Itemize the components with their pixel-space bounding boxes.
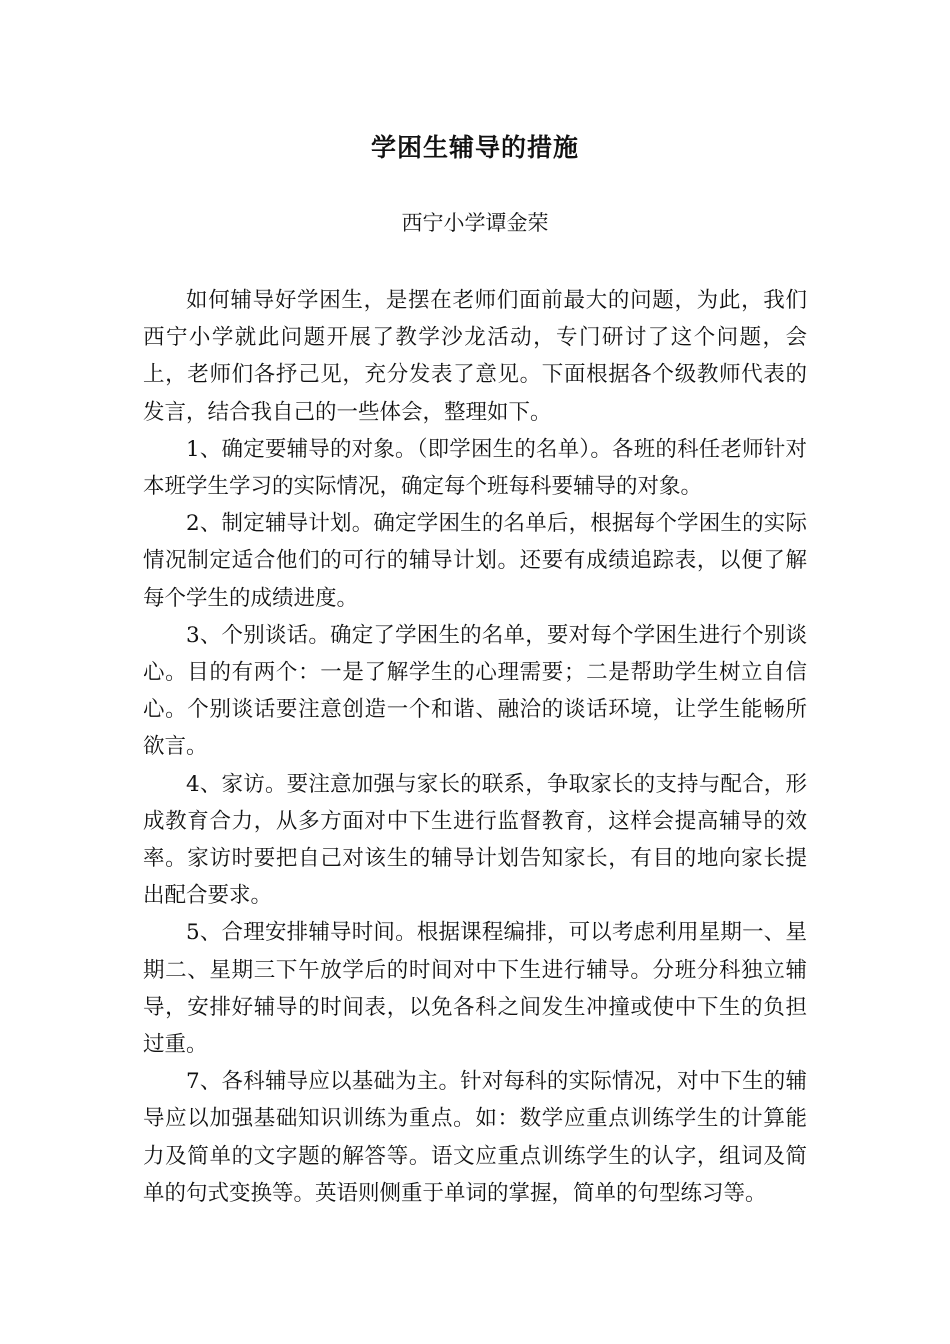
document-author: 西宁小学谭金荣 — [401, 211, 549, 235]
paragraph-item-4: 4、家访。要注意加强与家长的联系，争取家长的支持与配合，形成教育合力，从多方面对中下生进行监督教育，这样会提高辅导的效率。家访时要把自己对该生的辅导计划告知家长，有目的地向家长提出配合要求。 — [143, 771, 807, 909]
document-body — [143, 282, 807, 1212]
document-title: 学困生辅导的措施 — [370, 133, 579, 162]
paragraph-intro: 如何辅导好学困生，是摆在老师们面前最大的问题，为此，我们西宁小学就此问题开展了教学沙龙活动，专门研讨了这个问题，会上，老师们各抒己见，充分发表了意见。下面根据各个级教师代表的发言，结合我自己的一些体会，整理如下。 — [143, 288, 807, 425]
paragraph-item-1: 1、确定要辅导的对象。（即学困生的名单）。各班的科任老师针对本班学生学习的实际情况，确定每个班每科要辅导的对象。 — [143, 436, 807, 500]
paragraph-item-5: 5、合理安排辅导时间。根据课程编排，可以考虑利用星期一、星期二、星期三下午放学后的时间对中下生进行辅导。分班分科独立辅导，安排好辅导的时间表，以免各科之间发生冲撞或使中下生的负担过重。 — [143, 920, 807, 1058]
paragraph-item-3: 3、个别谈话。确定了学困生的名单，要对每个学困生进行个别谈心。目的有两个：一是了解学生的心理需要；二是帮助学生树立自信心。个别谈话要注意创造一个和谐、融洽的谈话环境，让学生能畅所欲言。 — [143, 622, 807, 760]
paragraph-item-7: 7、各科辅导应以基础为主。针对每科的实际情况，对中下生的辅导应以加强基础知识训练为重点。如：数学应重点训练学生的计算能力及简单的文字题的解答等。语文应重点训练学生的认字，组词及简单的句式变换等。英语则侧重于单词的掌握，简单的句型练习等。 — [143, 1069, 807, 1206]
paragraph-item-2: 2、制定辅导计划。确定学困生的名单后，根据每个学困生的实际情况制定适合他们的可行的辅导计划。还要有成绩追踪表，以便了解每个学生的成绩进度。 — [143, 511, 807, 611]
